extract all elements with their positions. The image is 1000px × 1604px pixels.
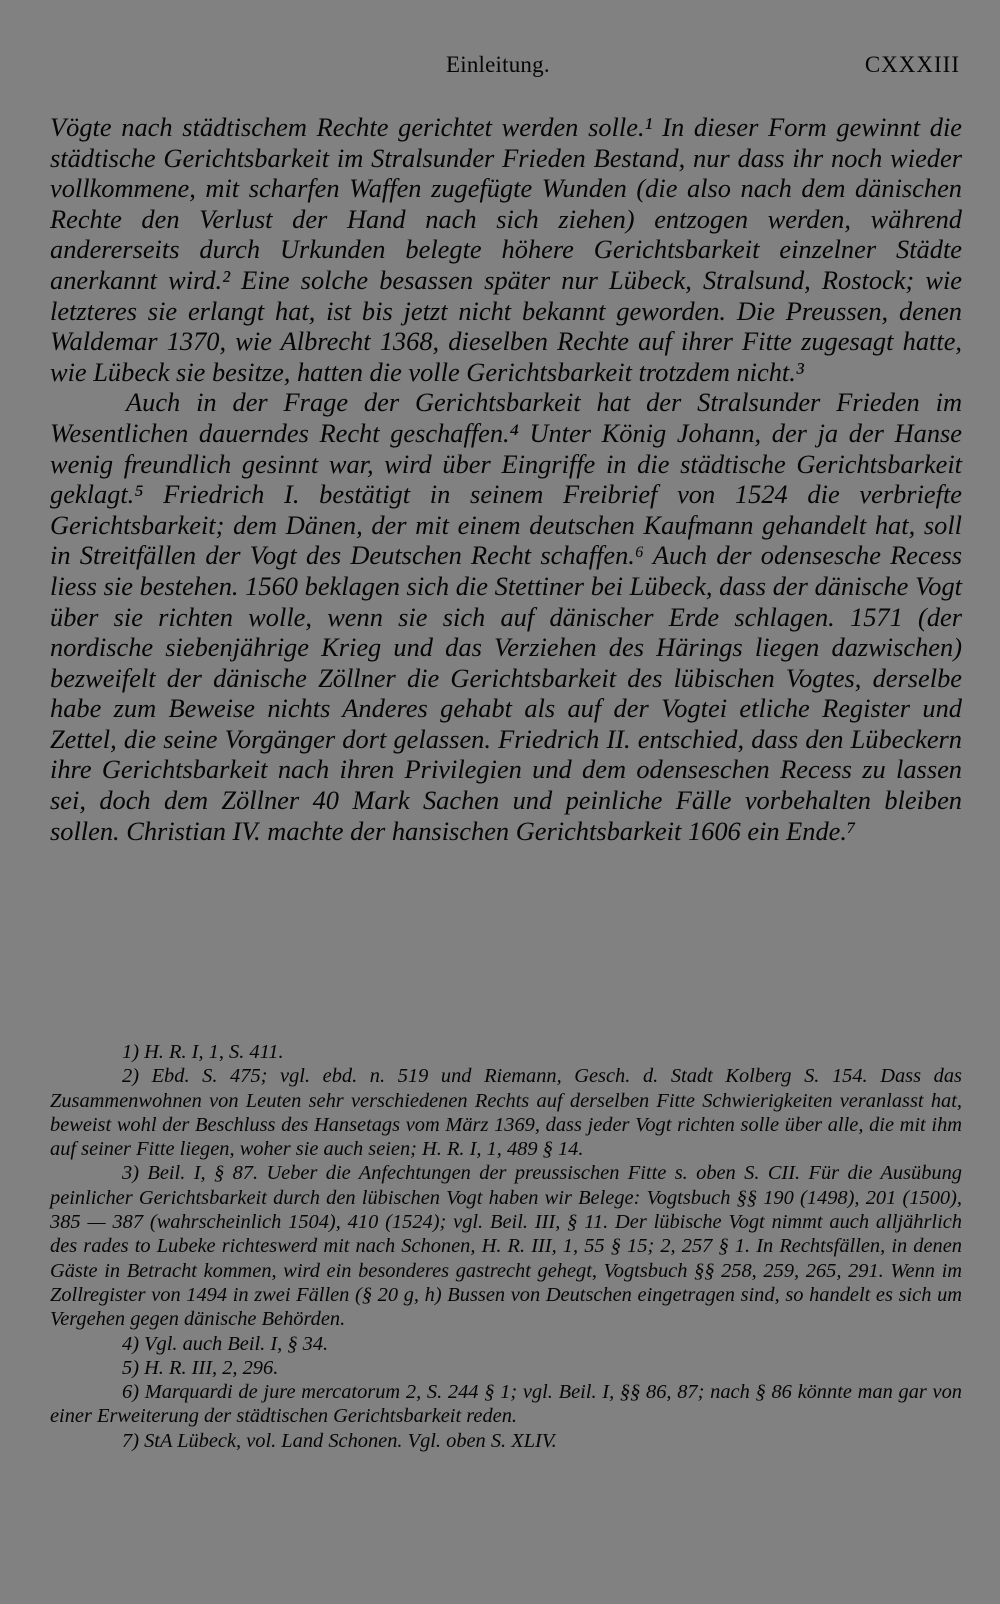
footnote-4: 4) Vgl. auch Beil. I, § 34.	[122, 1332, 329, 1355]
page-header	[0, 52, 1000, 82]
paragraph-1: Vögte nach städtischem Rechte gerichtet werden solle.¹ In dieser Form gewinnt die städtische Gerichtsbarkeit im Stralsunder Frieden Bestand, nur dass ihr noch wieder vollkommene, mit scharfen Waffen zugefügte Wunden (die also nach dem dänischen Rechte den Verlust der Hand nach sich ziehen) entzogen werden, während andererseits durch Urkunden belegte höhere Gerichtsbarkeit einzelner Städte anerkannt wird.² Eine solche besassen später nur Lübeck, Stralsund, Rostock; wie letzteres sie erlangt hat, ist bis jetzt nicht bekannt geworden. Die Preussen, denen Waldemar 1370, wie Albrecht 1368, dieselben Rechte auf ihrer Fitte zugesagt hatte, wie Lübeck sie besitze, hatten die volle Gerichtsbarkeit trotzdem nicht.³	[50, 112, 962, 387]
footnotes	[50, 1040, 962, 1453]
footnote-7: 7) StA Lübeck, vol. Land Schonen. Vgl. oben S. XLIV.	[122, 1429, 557, 1452]
footnote-1: 1) H. R. I, 1, S. 411.	[122, 1041, 284, 1063]
footnote-6: 6) Marquardi de jure mercatorum 2, S. 244 § 1; vgl. Beil. I, §§ 86, 87; nach § 86 könnte man gar von einer Erweiterung der städtischen Gerichtsbarkeit reden.	[50, 1381, 962, 1428]
footnote-5: 5) H. R. III, 2, 296.	[122, 1356, 279, 1379]
footnote-3: 3) Beil. I, § 87. Ueber die Anfechtungen der preussischen Fitte s. oben S. CII. Für die Ausübung peinlicher Gerichtsbarkeit durch den lübischen Vogt haben wir Belege: Vogtsbuch §§ 190 (1498), 201 (1500), 385 — 387 (wahrscheinlich 1504), 410 (1524); vgl. Beil. III, § 11. Der lübische Vogt nimmt auch alljährlich des rades to Lubeke richteswerd mit nach Schonen, H. R. III, 1, 55 § 15; 2, 257 § 1. In Rechtsfällen, in denen Gäste in Betracht kommen, wird ein besonderes gastrecht gehegt, Vogtsbuch §§ 258, 259, 265, 291. Wenn im Zollregister von 1494 in zwei Fällen (§ 20 g, h) Bussen von Deutschen eingetragen sind, so handelt es sich um Vergehen gegen dänische Behörden.	[50, 1162, 962, 1331]
page-number: CXXXIII	[864, 52, 960, 77]
paragraph-2: Auch in der Frage der Gerichtsbarkeit hat der Stralsunder Frieden im Wesentlichen dauerndes Recht geschaffen.⁴ Unter König Johann, der ja der Hanse wenig freundlich gesinnt war, wird über Eingriffe in die städtische Gerichtsbarkeit geklagt.⁵ Friedrich I. bestätigt in seinem Freibrief von 1524 die verbriefte Gerichtsbarkeit; dem Dänen, der mit einem deutschen Kaufmann gehandelt hat, soll in Streitfällen der Vogt des Deutschen Recht schaffen.⁶ Auch der odensesche Recess liess sie bestehen. 1560 beklagen sich die Stettiner bei Lübeck, dass der dänische Vogt über sie richten wolle, wenn sie sich auf dänischer Erde schlagen. 1571 (der nordische siebenjährige Krieg und das Verziehen des Härings liegen dazwischen) bezweifelt der dänische Zöllner die Gerichtsbarkeit des lübischen Vogtes, derselbe habe zum Beweise nichts Anderes gehabt als auf der Vogtei etliche Register und Zettel, die seine Vorgänger dort gelassen. Friedrich II. entschied, dass den Lübeckern ihre Gerichtsbarkeit nach ihren Privilegien und dem odenseschen Recess zu lassen sei, doch dem Zöllner 40 Mark Sachen und peinliche Fälle vorbehalten bleiben sollen. Christian IV. machte der hansischen Gerichtsbarkeit 1606 ein Ende.⁷	[50, 387, 962, 846]
running-title: Einleitung.	[446, 52, 550, 77]
main-text	[50, 112, 962, 846]
footnote-2: 2) Ebd. S. 475; vgl. ebd. n. 519 und Riemann, Gesch. d. Stadt Kolberg S. 154. Dass das Zusammenwohnen von Leuten sehr verschiedenen Rechts auf derselben Fitte Schwierigkeiten veranlasst hat, beweist wohl der Beschluss des Hansetags vom März 1369, dass jeder Vogt richten solle über alle, die mit ihm auf seiner Fitte liegen, woher sie auch seien; H. R. I, 1, 489 § 14.	[50, 1065, 962, 1161]
